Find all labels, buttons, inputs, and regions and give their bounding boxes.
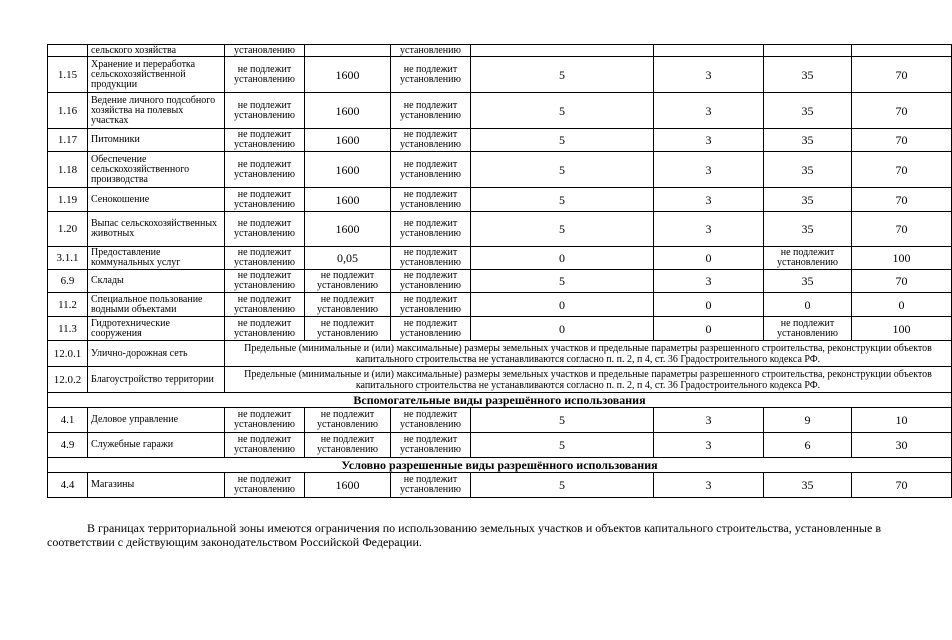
floors-cell: 3 xyxy=(654,473,764,498)
coverage-cell: 70 xyxy=(852,188,952,212)
setback-cell: 5 xyxy=(471,129,654,152)
table-row xyxy=(48,93,952,129)
min-area-cell: не подлежит установлению xyxy=(225,433,305,458)
zone-code: 1.15 xyxy=(48,57,88,93)
table-row xyxy=(48,212,952,247)
floors-cell: 0 xyxy=(654,247,764,270)
frontage-cell: не подлежит установлению xyxy=(391,408,471,433)
footer-note xyxy=(47,521,881,549)
min-area-cell: не подлежит установлению xyxy=(225,247,305,270)
table-row xyxy=(48,433,952,458)
frontage-cell: не подлежит установлению xyxy=(391,93,471,129)
zone-code: 11.2 xyxy=(48,293,88,317)
frontage-cell: не подлежит установлению xyxy=(391,152,471,188)
min-area-cell: не подлежит установлению xyxy=(225,317,305,341)
land-use-table xyxy=(47,44,952,498)
floors-cell: 3 xyxy=(654,212,764,247)
table-row xyxy=(48,129,952,152)
table-body xyxy=(48,45,952,498)
coverage-cell: 70 xyxy=(852,152,952,188)
setback-cell: 0 xyxy=(471,293,654,317)
table-row xyxy=(48,341,952,367)
setback-cell: 5 xyxy=(471,57,654,93)
floors-cell: 3 xyxy=(654,57,764,93)
max-area-cell: 1600 xyxy=(305,57,391,93)
max-area-cell: не подлежит установлению xyxy=(305,408,391,433)
zone-code: 4.1 xyxy=(48,408,88,433)
use-name: Улично-дорожная сеть xyxy=(88,341,225,367)
height-cell: 35 xyxy=(764,212,852,247)
setback-cell: 0 xyxy=(471,247,654,270)
zone-code: 1.19 xyxy=(48,188,88,212)
floors-cell: 3 xyxy=(654,270,764,293)
min-area-cell: не подлежит установлению xyxy=(225,188,305,212)
table-row xyxy=(48,188,952,212)
zone-code: 1.18 xyxy=(48,152,88,188)
zone-code: 11.3 xyxy=(48,317,88,341)
frontage-cell: не подлежит установлению xyxy=(391,188,471,212)
min-area-cell: не подлежит установлению xyxy=(225,408,305,433)
zone-code: 4.4 xyxy=(48,473,88,498)
floors-cell: 3 xyxy=(654,188,764,212)
setback-cell: 5 xyxy=(471,473,654,498)
table-row xyxy=(48,473,952,498)
height-cell: 35 xyxy=(764,152,852,188)
coverage-cell: 10 xyxy=(852,408,952,433)
use-name: Склады xyxy=(88,270,225,293)
max-area-cell: 0,05 xyxy=(305,247,391,270)
setback-cell: 5 xyxy=(471,212,654,247)
coverage-cell: 100 xyxy=(852,247,952,270)
use-name: Служебные гаражи xyxy=(88,433,225,458)
coverage-cell: 70 xyxy=(852,129,952,152)
table-row xyxy=(48,293,952,317)
setback-cell: 5 xyxy=(471,270,654,293)
setback-cell: 5 xyxy=(471,408,654,433)
frontage-cell: установлению xyxy=(391,45,471,57)
height-cell: 35 xyxy=(764,93,852,129)
height-cell: 35 xyxy=(764,129,852,152)
frontage-cell: не подлежит установлению xyxy=(391,270,471,293)
zone-code: 12.0.1 xyxy=(48,341,88,367)
max-area-cell: 1600 xyxy=(305,93,391,129)
min-area-cell: не подлежит установлению xyxy=(225,212,305,247)
zone-code: 1.17 xyxy=(48,129,88,152)
section-heading-auxiliary: Вспомогательные виды разрешённого использования xyxy=(48,393,952,408)
max-area-cell: 1600 xyxy=(305,152,391,188)
use-name: Обеспечение сельскохозяйственного производства xyxy=(88,152,225,188)
height-cell: 35 xyxy=(764,473,852,498)
min-area-cell: не подлежит установлению xyxy=(225,270,305,293)
frontage-cell: не подлежит установлению xyxy=(391,212,471,247)
use-name: Ведение личного подсобного хозяйства на полевых участках xyxy=(88,93,225,129)
height-cell: 35 xyxy=(764,188,852,212)
coverage-cell: 0 xyxy=(852,293,952,317)
footer-text: В границах территориальной зоны имеются ограничения по использованию земельных участков и объектов капитального строительства, установленные в соответствии с действующим законодательством Российской Федерации. xyxy=(47,521,881,549)
max-area-cell: 1600 xyxy=(305,473,391,498)
use-name: Сенокошение xyxy=(88,188,225,212)
table-row xyxy=(48,247,952,270)
height-cell: 35 xyxy=(764,57,852,93)
min-area-cell: не подлежит установлению xyxy=(225,129,305,152)
frontage-cell: не подлежит установлению xyxy=(391,473,471,498)
min-area-cell: не подлежит установлению xyxy=(225,57,305,93)
coverage-cell: 70 xyxy=(852,473,952,498)
value-cell xyxy=(852,45,952,57)
table-row xyxy=(48,270,952,293)
max-area-cell: не подлежит установлению xyxy=(305,270,391,293)
setback-cell: 5 xyxy=(471,188,654,212)
value-cell xyxy=(764,45,852,57)
height-cell: 0 xyxy=(764,293,852,317)
frontage-cell: не подлежит установлению xyxy=(391,293,471,317)
frontage-cell: не подлежит установлению xyxy=(391,247,471,270)
frontage-cell: не подлежит установлению xyxy=(391,433,471,458)
table-row xyxy=(48,57,952,93)
max-area-cell: 1600 xyxy=(305,188,391,212)
use-name: Хранение и переработка сельскохозяйственной продукции xyxy=(88,57,225,93)
table-row xyxy=(48,367,952,393)
max-area-cell: не подлежит установлению xyxy=(305,433,391,458)
setback-cell: 0 xyxy=(471,317,654,341)
use-name: Деловое управление xyxy=(88,408,225,433)
max-area-cell xyxy=(305,45,391,57)
zone-code: 1.20 xyxy=(48,212,88,247)
frontage-cell: не подлежит установлению xyxy=(391,129,471,152)
use-name: Специальное пользование водными объектами xyxy=(88,293,225,317)
use-name: Питомники xyxy=(88,129,225,152)
floors-cell: 3 xyxy=(654,408,764,433)
coverage-cell: 30 xyxy=(852,433,952,458)
zone-code: 1.16 xyxy=(48,93,88,129)
min-area-cell: не подлежит установлению xyxy=(225,473,305,498)
zone-code: 3.1.1 xyxy=(48,247,88,270)
min-area-cell: установлению xyxy=(225,45,305,57)
setback-cell: 5 xyxy=(471,152,654,188)
min-area-cell: не подлежит установлению xyxy=(225,293,305,317)
coverage-cell: 70 xyxy=(852,270,952,293)
section-row xyxy=(48,458,952,473)
table-row xyxy=(48,317,952,341)
min-area-cell: не подлежит установлению xyxy=(225,93,305,129)
use-name: Выпас сельскохозяйственных животных xyxy=(88,212,225,247)
max-area-cell: 1600 xyxy=(305,212,391,247)
table-row xyxy=(48,45,952,57)
height-cell: не подлежит установлению xyxy=(764,317,852,341)
section-heading-conditional: Условно разрешенные виды разрешённого использования xyxy=(48,458,952,473)
use-name: Благоустройство территории xyxy=(88,367,225,393)
floors-cell: 3 xyxy=(654,129,764,152)
floors-cell: 0 xyxy=(654,317,764,341)
frontage-cell: не подлежит установлению xyxy=(391,57,471,93)
coverage-cell: 70 xyxy=(852,57,952,93)
setback-cell: 5 xyxy=(471,93,654,129)
height-cell: 35 xyxy=(764,270,852,293)
table-row xyxy=(48,152,952,188)
max-area-cell: 1600 xyxy=(305,129,391,152)
frontage-cell: не подлежит установлению xyxy=(391,317,471,341)
use-name: сельского хозяйства xyxy=(88,45,225,57)
coverage-cell: 70 xyxy=(852,212,952,247)
height-cell: 9 xyxy=(764,408,852,433)
not-applicable-note: Предельные (минимальные и (или) максимальные) размеры земельных участков и предельные параметры разрешенного строительства, реконструкции объектов капитального строительства не устанавливаются согласно п. п. 2, п 4, ст. 36 Градостроительного кодекса РФ. xyxy=(225,367,952,393)
max-area-cell: не подлежит установлению xyxy=(305,317,391,341)
floors-cell: 3 xyxy=(654,93,764,129)
coverage-cell: 100 xyxy=(852,317,952,341)
floors-cell: 0 xyxy=(654,293,764,317)
height-cell: не подлежит установлению xyxy=(764,247,852,270)
section-row xyxy=(48,393,952,408)
table-row xyxy=(48,408,952,433)
floors-cell: 3 xyxy=(654,433,764,458)
use-name: Гидротехнические сооружения xyxy=(88,317,225,341)
value-cell xyxy=(471,45,654,57)
not-applicable-note: Предельные (минимальные и (или) максимальные) размеры земельных участков и предельные параметры разрешенного строительства, реконструкции объектов капитального строительства не устанавливаются согласно п. п. 2, п 4, ст. 36 Градостроительного кодекса РФ. xyxy=(225,341,952,367)
use-name: Предоставление коммунальных услуг xyxy=(88,247,225,270)
min-area-cell: не подлежит установлению xyxy=(225,152,305,188)
max-area-cell: не подлежит установлению xyxy=(305,293,391,317)
zone-code: 6.9 xyxy=(48,270,88,293)
setback-cell: 5 xyxy=(471,433,654,458)
use-name: Магазины xyxy=(88,473,225,498)
height-cell: 6 xyxy=(764,433,852,458)
coverage-cell: 70 xyxy=(852,93,952,129)
zone-code: 12.0.2 xyxy=(48,367,88,393)
floors-cell: 3 xyxy=(654,152,764,188)
value-cell xyxy=(654,45,764,57)
zone-code xyxy=(48,45,88,57)
zone-code: 4.9 xyxy=(48,433,88,458)
